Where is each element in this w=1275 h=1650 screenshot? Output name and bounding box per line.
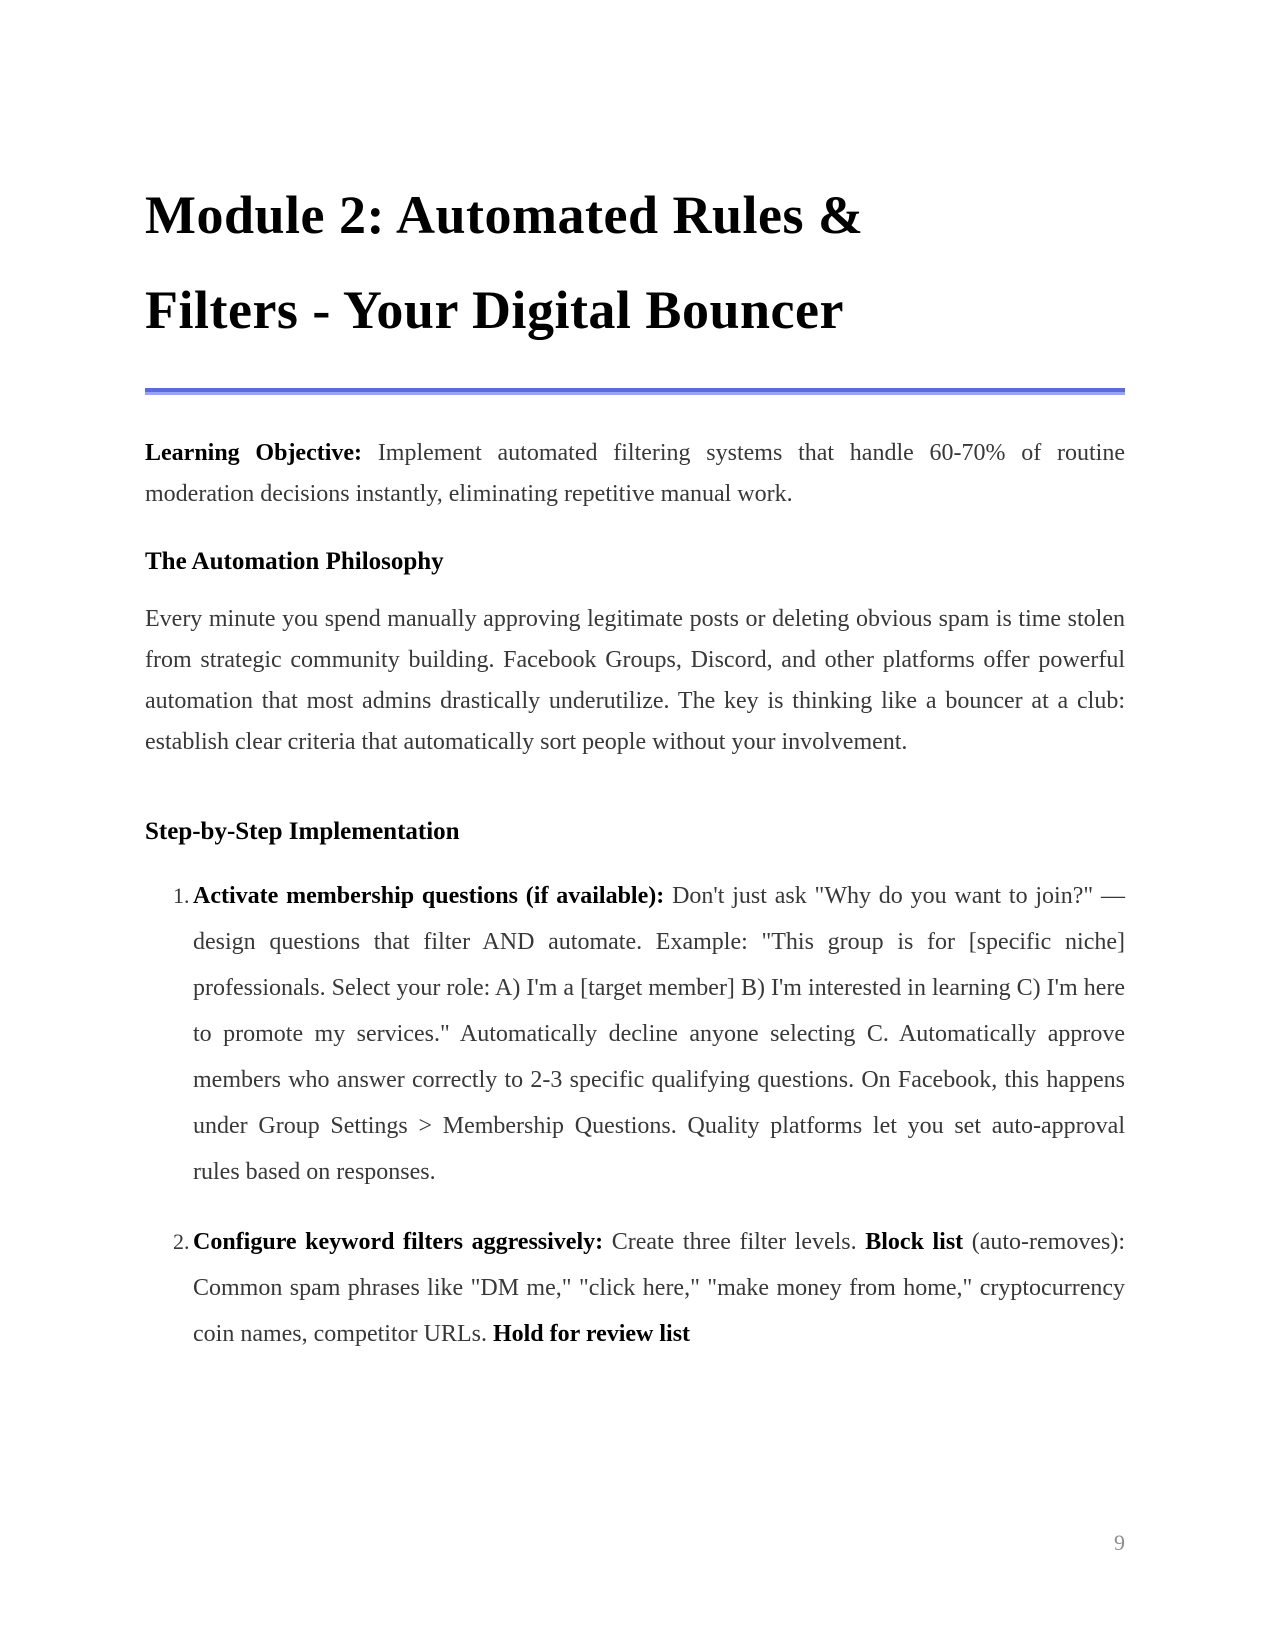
- list-item-number: 2.: [173, 1229, 190, 1254]
- list-item-configure-keyword-filters: [145, 1219, 1125, 1357]
- page-number: 9: [1114, 1530, 1125, 1555]
- implementation-numbered-list: [145, 873, 1125, 1357]
- list-item-text: Activate membership questions (if available): Don't just ask "Why do you want to join?" — design questions that filter AND automate. Example: "This group is for [specific niche] professionals. Select your role: A) I'm a [target member] B) I'm interested in learning C) I'm here to promote my services." Automatically decline anyone selecting C. Automatically approve members who answer correctly to 2-3 specific qualifying questions. On Facebook, this happens under Group Settings > Membership Questions. Quality platforms let you set auto-approval rules based on responses.: [193, 883, 1125, 1185]
- heading-step-by-step-implementation: Step-by-Step Implementation: [145, 818, 460, 845]
- heading-automation-philosophy: The Automation Philosophy: [145, 548, 444, 575]
- list-item-number: 1.: [173, 883, 190, 908]
- document-title-line2: Filters - Your Digital Bouncer: [145, 280, 844, 340]
- paragraph-automation-philosophy: Every minute you spend manually approving legitimate posts or deleting obvious spam is time stolen from strategic community building. Facebook Groups, Discord, and other platforms offer powerful automation that most admins drastically underutilize. The key is thinking like a bouncer at a club: establish clear criteria that automatically sort people without your involvement.: [145, 606, 1125, 755]
- list-item-activate-membership-questions: [145, 873, 1125, 1195]
- document-title: [145, 168, 1125, 358]
- list-item-text: Configure keyword filters aggressively: Create three filter levels. Block list (auto-removes): Common spam phrases like "DM me," "click here," "make money from home," cryptocurrency coin names, competitor URLs. Hold for review list: [193, 1229, 1126, 1347]
- title-divider-rule: [145, 388, 1125, 395]
- document-title-line1: Module 2: Automated Rules &: [145, 185, 864, 245]
- paragraph-learning-objective: Learning Objective: Implement automated filtering systems that handle 60-70% of routine moderation decisions instantly, eliminating repetitive manual work.: [145, 440, 1126, 507]
